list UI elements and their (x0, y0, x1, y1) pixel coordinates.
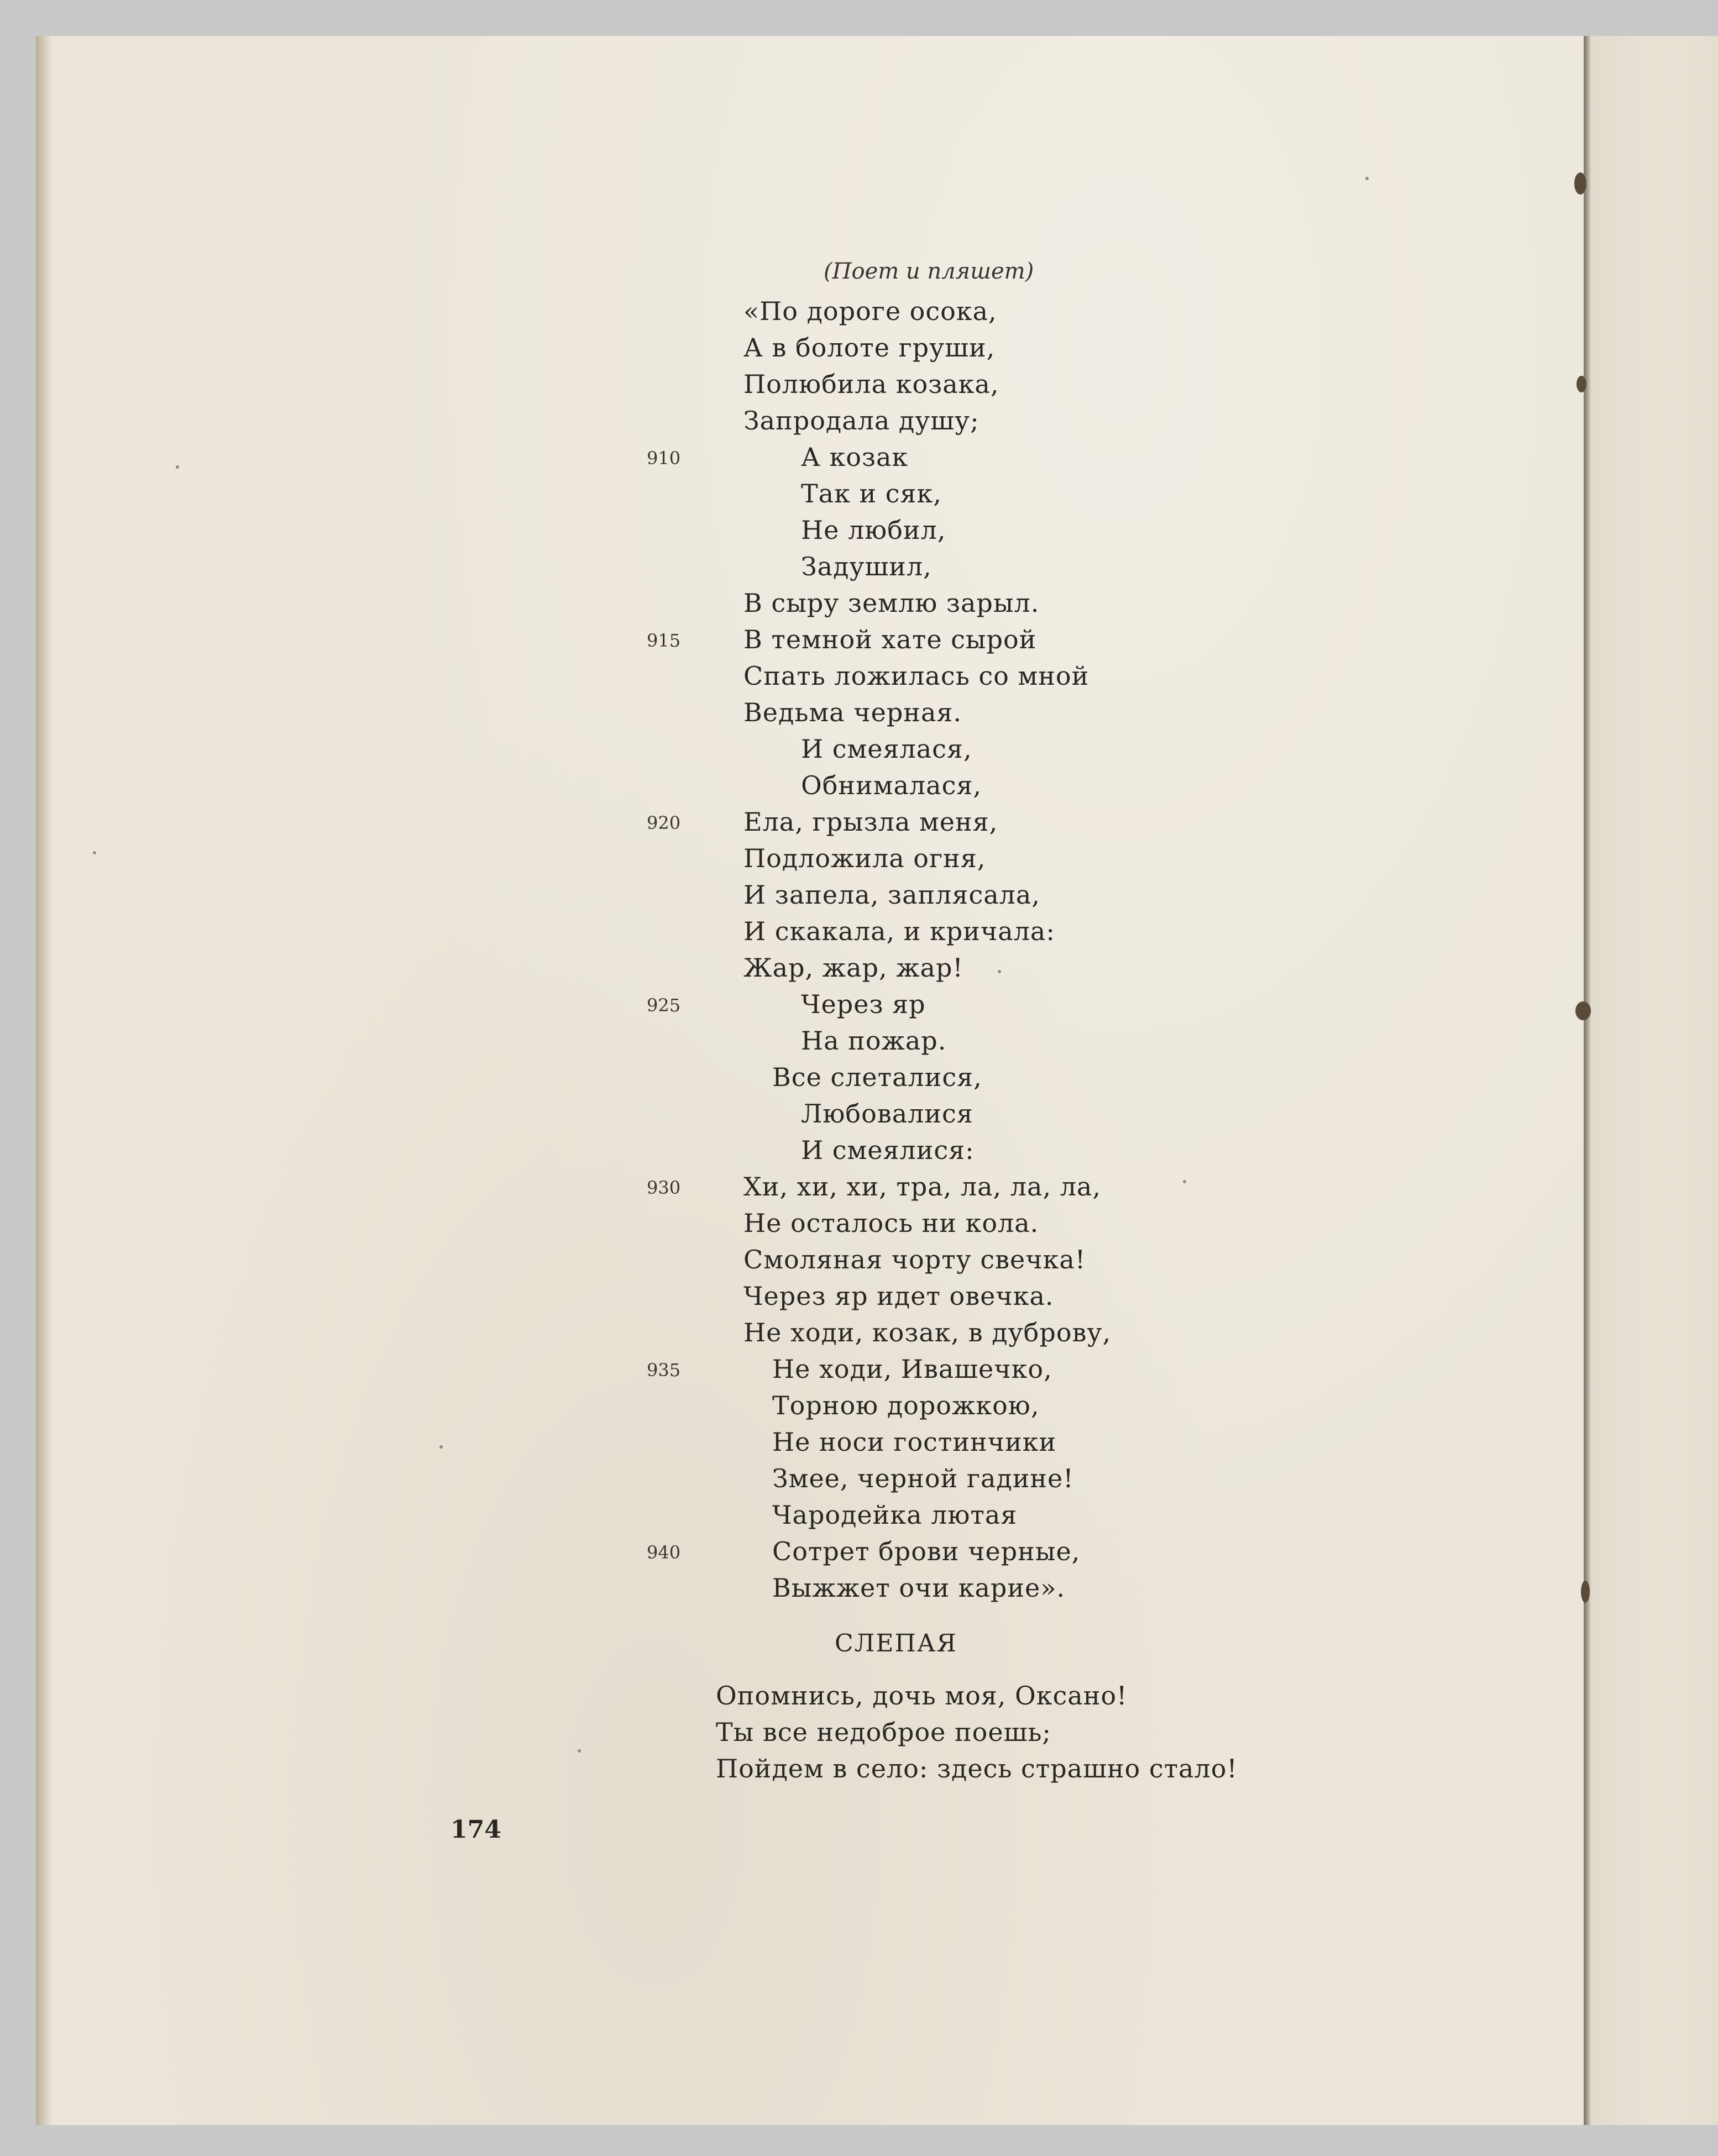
reply-line: Опомнись, дочь моя, Оксано! (716, 1681, 1128, 1711)
poem-line: Торною дорожкою, (772, 1391, 1040, 1420)
poem-line: В сыру землю зарыл. (743, 588, 1040, 618)
poem-line: Спать ложилась со мной (743, 661, 1090, 691)
line-number: 940 (647, 1542, 681, 1563)
line-number: 910 (647, 448, 681, 469)
poem-line: Подложила огня, (743, 843, 986, 873)
poem-line: И смеялися: (801, 1135, 975, 1165)
poem-line: И скакала, и кричала: (743, 916, 1055, 946)
line-number: 925 (647, 995, 681, 1016)
stage-direction: (Поет и пляшет) (824, 259, 1034, 284)
poem-line: В темной хате сырой (743, 625, 1037, 654)
poem-line: Змее, черной гадине! (772, 1463, 1074, 1493)
poem-line: Запродала душу; (743, 406, 980, 436)
poem-line: Обнималася, (801, 770, 982, 800)
poem-line: Не ходи, Ивашечко, (772, 1354, 1052, 1384)
poem-line: Через яр (801, 989, 926, 1019)
reply-line: Пойдем в село: здесь страшно стало! (716, 1754, 1238, 1783)
poem-line: «По дороге осока, (743, 296, 997, 326)
poem-line: Чародейка лютая (772, 1500, 1018, 1530)
poem-line: Так и сяк, (801, 479, 942, 508)
poem-line: Сотрет брови черные, (772, 1536, 1081, 1566)
poem-line: Смоляная чорту свечка! (743, 1245, 1086, 1274)
poem-line: Не носи гостинчики (772, 1427, 1057, 1457)
poem-line: Жар, жар, жар! (743, 953, 963, 983)
poem-line: Ведьма черная. (743, 697, 962, 727)
poem-line: Выжжет очи карие». (772, 1573, 1065, 1603)
poem-line: Задушил, (801, 552, 932, 581)
poem-line: Все слеталися, (772, 1062, 982, 1092)
poem-line: На пожар. (801, 1026, 947, 1056)
line-number: 920 (647, 812, 681, 833)
poem-line: И запела, заплясала, (743, 880, 1040, 910)
poem-line: Не ходи, козак, в дуброву, (743, 1318, 1112, 1347)
poem-line: Полюбила козака, (743, 369, 999, 399)
poem-line: Ела, грызла меня, (743, 807, 998, 837)
line-number: 915 (647, 630, 681, 651)
poem-line: Хи, хи, хи, тра, ла, ла, ла, (743, 1172, 1101, 1202)
speaker-heading: СЛЕПАЯ (835, 1629, 957, 1657)
page-number: 174 (451, 1816, 501, 1844)
poem-line: А в болоте груши, (743, 333, 996, 363)
poem-line: А козак (801, 442, 909, 472)
poem-line: Не осталось ни кола. (743, 1208, 1039, 1238)
poem-line: Любовалися (801, 1099, 973, 1129)
poem-line: Не любил, (801, 515, 946, 545)
poem-line: Через яр идет овечка. (743, 1281, 1054, 1311)
poem-line: И смеялася, (801, 734, 972, 764)
line-number: 930 (647, 1177, 681, 1198)
reply-line: Ты все недоброе поешь; (716, 1717, 1051, 1747)
line-number: 935 (647, 1360, 681, 1381)
